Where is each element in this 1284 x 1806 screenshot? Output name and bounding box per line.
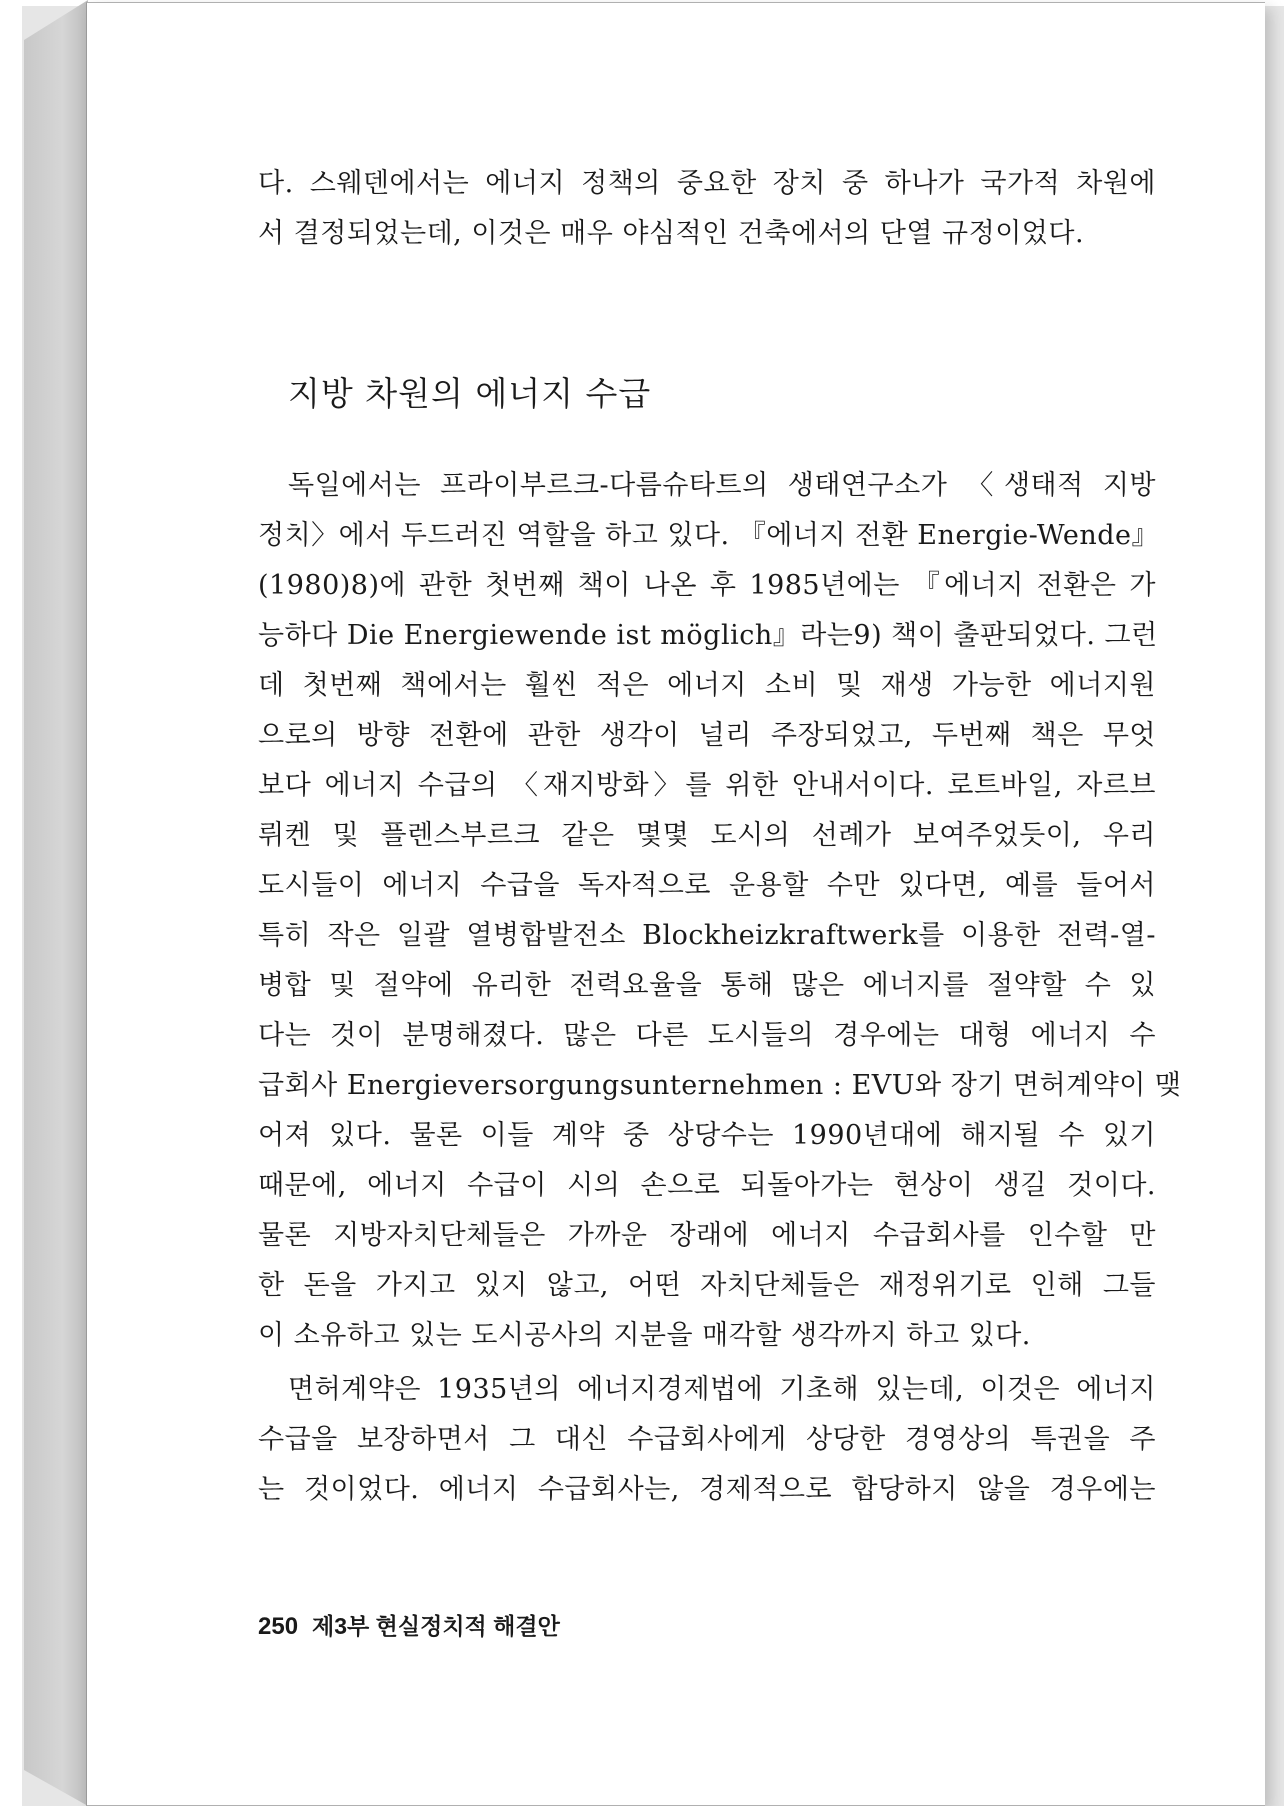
section-heading: 지방 차원의 에너지 수급 [288,374,652,413]
book-page [86,2,1265,1806]
body-line: 때문에, 에너지 수급이 시의 손으로 되돌아가는 현상이 생길 것이다. [258,1170,1156,1201]
body-line: 능하다 Die Energiewende ist möglich』라는9) 책이 출판되었다. 그런 [258,620,1158,651]
body-line: 정치〉에서 두드러진 역할을 하고 있다. 『에너지 전환 Energie-Wende』 [258,520,1160,551]
body-line: 으로의 방향 전환에 관한 생각이 널리 주장되었고, 두번째 책은 무엇 [258,720,1156,751]
body-line: 한 돈을 가지고 있지 않고, 어떤 자치단체들은 재정위기로 인해 그들 [258,1270,1156,1301]
page-number: 250 [258,1613,299,1640]
running-title: 제3부 현실정치적 해결안 [312,1613,560,1639]
body-line: 급회사 Energieversorgungsunternehmen : EVU와 장기 면허계약이 맺 [258,1070,1182,1101]
body-line: 면허계약은 1935년의 에너지경제법에 기초해 있는데, 이것은 에너지 [288,1374,1156,1405]
body-line: 물론 지방자치단체들은 가까운 장래에 에너지 수급회사를 인수할 만 [258,1220,1156,1251]
body-line: 이 소유하고 있는 도시공사의 지분을 매각할 생각까지 하고 있다. [258,1320,1031,1351]
body-line: 특히 작은 일괄 열병합발전소 Blockheizkraftwerk를 이용한 전력-열- [258,920,1156,951]
body-line: 독일에서는 프라이부르크-다름슈타트의 생태연구소가 〈생태적 지방 [288,470,1156,501]
intro-line: 다. 스웨덴에서는 에너지 정책의 중요한 장치 중 하나가 국가적 차원에 [258,168,1156,199]
intro-line: 서 결정되었는데, 이것은 매우 야심적인 건축에서의 단열 규정이었다. [258,218,1085,249]
body-line: 도시들이 에너지 수급을 독자적으로 운용할 수만 있다면, 예를 들어서 [258,870,1156,901]
body-line: 는 것이었다. 에너지 수급회사는, 경제적으로 합당하지 않을 경우에는 [258,1474,1156,1505]
body-line: 뤼켄 및 플렌스부르크 같은 몇몇 도시의 선례가 보여주었듯이, 우리 [258,820,1156,851]
page-footer [258,1608,560,1641]
body-line: 데 첫번째 책에서는 훨씬 적은 에너지 소비 및 재생 가능한 에너지원 [258,670,1156,701]
body-line: 어져 있다. 물론 이들 계약 중 상당수는 1990년대에 해지될 수 있기 [258,1120,1156,1151]
body-line: (1980)8)에 관한 첫번째 책이 나온 후 1985년에는 『에너지 전환은 가 [258,570,1156,601]
body-line: 병합 및 절약에 유리한 전력요율을 통해 많은 에너지를 절약할 수 있 [258,970,1156,1001]
body-line: 보다 에너지 수급의 〈재지방화〉를 위한 안내서이다. 로트바일, 자르브 [258,770,1156,801]
book-spine [24,0,88,1806]
body-line: 수급을 보장하면서 그 대신 수급회사에게 상당한 경영상의 특권을 주 [258,1424,1156,1455]
body-line: 다는 것이 분명해졌다. 많은 다른 도시들의 경우에는 대형 에너지 수 [258,1020,1156,1051]
